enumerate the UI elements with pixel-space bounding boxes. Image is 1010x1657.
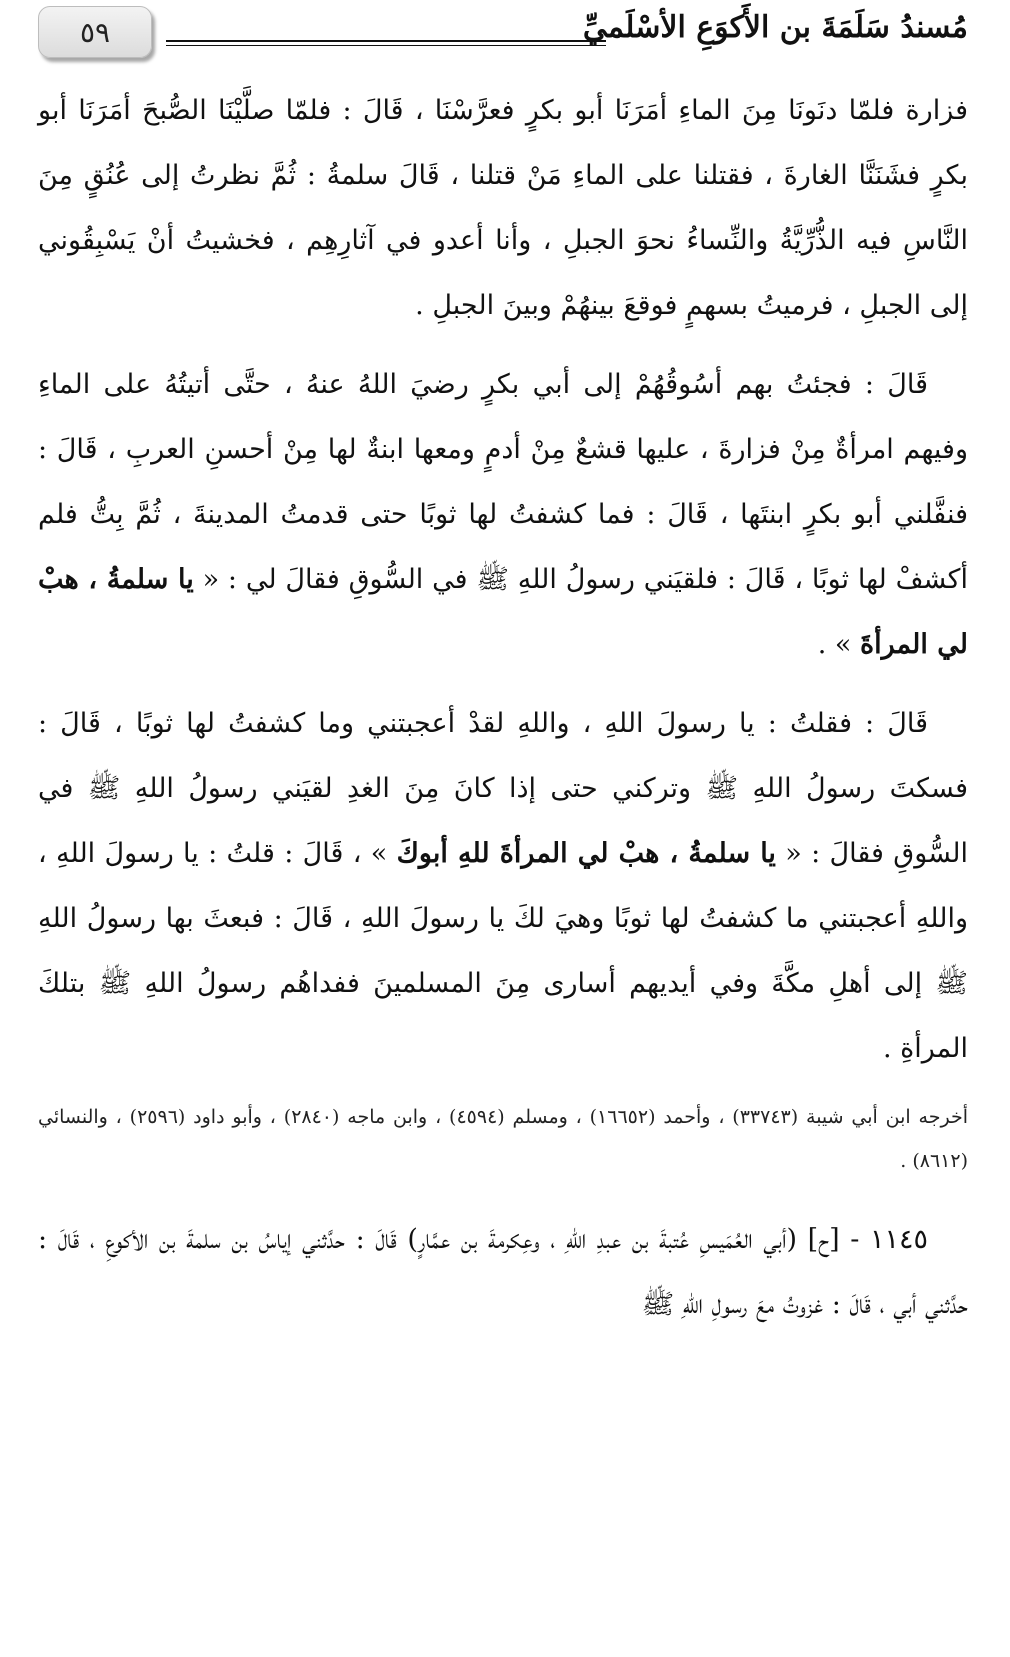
paragraph-2-end: » .	[817, 629, 852, 660]
running-title: مُسندُ سَلَمَةَ بن الأَكوَعِ الأسْلَميِّ	[582, 10, 968, 45]
paragraph-1: فزارة فلمّا دنَونَا مِنَ الماءِ أمَرَنَا أبو بكرٍ فعرَّسْنَا ، قَالَ : فلمّا صلَّيْنَا الصُّبحَ أمَرَنَا أبو بكرٍ فشَنَنَّا الغارةَ ، فقتلنا على الماءِ مَنْ قتلنا ، قَالَ سلمةُ : ثُمَّ نظرتُ إلى عُنُقٍ مِنَ النَّاسِ فيه الذُّرِّيَّةُ والنِّساءُ نحوَ الجبلِ ، وأنا أعدو في آثارِهِم ، فخشيتُ أنْ يَسْبِقُوني إلى الجبلِ ، فرميتُ بسهمٍ فوقعَ بينهُمْ وبينَ الجبلِ .	[38, 95, 968, 321]
takhrij-note: أخرجه ابن أبي شيبة (٣٣٧٤٣) ، وأحمد (١٦٦٥٢) ، ومسلم (٤٥٩٤) ، وابن ماجه (٢٨٤٠) ، وأبو داود (٢٥٩٦) ، والنسائي (٨٦١٢) .	[38, 1106, 968, 1172]
paragraph-3-quote: يا سلمةُ ، هبْ لي المرأةَ للهِ أبوكَ	[396, 838, 776, 869]
page-body	[38, 78, 968, 1351]
hadith-1145: ١١٤٥ - [ح] (أبي العُمَيسِ عُتبةَ بن عبدِ اللهِ ، وعِكرمةَ بن عمَّارٍ) قَالَ : حدَّثني إياسُ بن سلمةَ بن الأكوعِ ، قَالَ : حدَّثني أبي ، قَالَ : غزوتُ معَ رسولِ اللهِ ﷺ	[38, 1224, 968, 1320]
page-header	[38, 6, 968, 62]
paragraph-3-end: » ، قَالَ : قلتُ : يا رسولَ اللهِ ، واللهِ أعجبتني ما كشفتُ لها ثوبًا وهيَ لكَ يا رسولَ اللهِ ، قَالَ : فبعثَ بها رسولُ اللهِ ﷺ إلى أهلِ مكَّةَ وفي أيديهم أسارى مِنَ المسلمينَ ففداهُم رسولُ اللهِ ﷺ بتلكَ المرأةِ .	[38, 838, 968, 1064]
paragraph-2-text: قَالَ : فجئتُ بهم أسُوقُهُمْ إلى أبي بكرٍ رضيَ اللهُ عنهُ ، حتَّى أتيتُهُ على الماءِ وفيهم امرأةٌ مِنْ فزارةَ ، عليها قشعٌ مِنْ أدمٍ ومعها ابنةٌ لها مِنْ أحسنِ العربِ ، قَالَ : فنفَّلني أبو بكرٍ ابنتَها ، قَالَ : فما كشفتُ لها ثوبًا حتى قدمتُ المدينةَ ، ثُمَّ بِتُّ فلم أكشفْ لها ثوبًا ، قَالَ : فلقيَني رسولُ اللهِ ﷺ في السُّوقِ فقالَ لي : «	[38, 369, 968, 595]
paragraph-3	[38, 691, 968, 1081]
paragraph-3-text: قَالَ : فقلتُ : يا رسولَ اللهِ ، واللهِ لقدْ أعجبتني وما كشفتُ لها ثوبًا ، قَالَ : فسكتَ رسولُ اللهِ ﷺ وتركني حتى إذا كانَ مِنَ الغدِ لقيَني رسولُ اللهِ ﷺ في السُّوقِ فقالَ : «	[38, 708, 968, 869]
paragraph-2-quote: يا سلمةُ ، هبْ لي المرأةَ	[38, 564, 968, 660]
page-number: ٥٩	[38, 6, 152, 58]
header-divider	[166, 40, 606, 46]
paragraph-2	[38, 352, 968, 677]
